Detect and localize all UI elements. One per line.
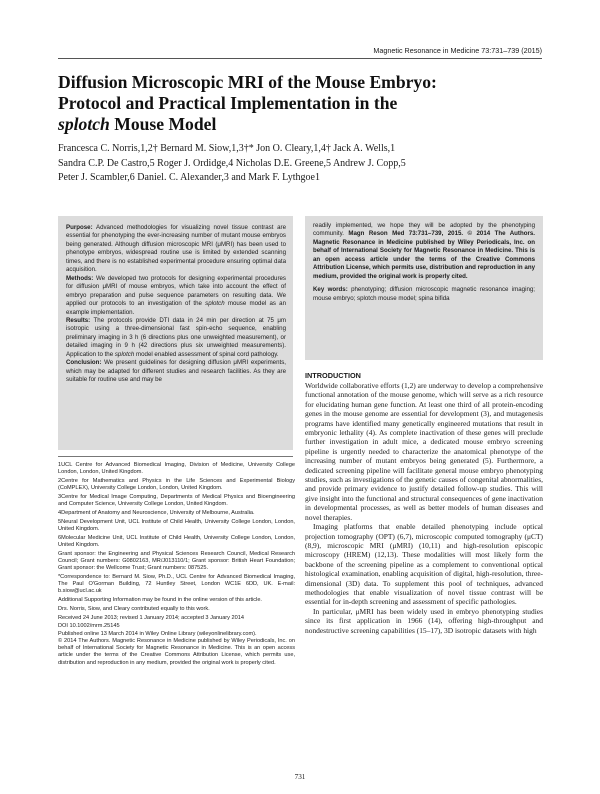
results-text-b: model enabled assessment of spinal cord pathology. <box>134 350 279 358</box>
intro-paragraph-2: Imaging platforms that enable detailed phenotyping include optical projection tomography (OPT) (6,7), microscopic computed tomography (μCT) (8,9), microscopic MRI (μMRI) (10,11) and high-resolution episcopic microscopy (HREM) (12,13). These modalities will most likely form the backbone of the screening pipeline as a complement to conventional optical histological examination, enabling acquisition of digital, high-resolution, three-dimensional (3D) data. To supplement this pool of techniques, advanced methodologies that enable visualization of novel tissue contrast will be essential for in-depth screening and assessment of specific pathologies. <box>305 522 543 607</box>
methods-label: Methods: <box>66 274 94 282</box>
abstract-continued: readily implemented, we hope they will be adopted by the phenotyping community. <box>313 222 535 238</box>
grant-sponsors: Grant sponsor: the Engineering and Physical Sciences Research Council, Medical Research Council; Grant numbers: G0802163, MR/J013110/1; Grant sponsor: British Heart Foundation; Grant sponsor: the Wellcome Trust; Grant numbers: 087525. <box>58 550 295 572</box>
authors-line-1: Francesca C. Norris,1,2† Bernard M. Siow,1,3†* Jon O. Cleary,1,4† Jack A. Wells,1 <box>58 143 396 154</box>
article-title <box>58 72 538 135</box>
methods-italic: splotch <box>205 300 225 308</box>
keywords-label: Key words: <box>313 286 348 294</box>
copyright-notice: © 2014 The Authors. Magnetic Resonance in Medicine published by Wiley Periodicals, Inc. on behalf of International Society for Magnetic Resonance in Medicine. This is an open access article under the terms of the Creative Commons Attribution License, which permits use, distribution and reproduction in any medium, provided the original work is properly cited. <box>58 637 295 666</box>
purpose-text: Advanced methodologies for visualizing novel tissue contrast are essential for phenotyping the ever-increasing number of mutant mouse embryos being generated. Although diffusion microscopic MRI (μMRI) has been used to phenotype embryos, widespread routine use is limited by extended scanning times, and there is no established experimental procedure ensuring optimal data acquisition. <box>66 224 286 274</box>
affiliation-6: 6Molecular Medicine Unit, UCL Institute of Child Health, University College London, London, United Kingdom. <box>58 534 295 548</box>
title-line-1: Diffusion Microscopic MRI of the Mouse Embryo: <box>58 72 437 92</box>
author-list <box>58 142 548 186</box>
affiliation-3: 3Centre for Medical Image Computing, Departments of Medical Physics and Bioengineering and Computer Science, University College London, United Kingdom. <box>58 493 295 508</box>
conclusion-label: Conclusion: <box>66 359 102 367</box>
affiliation-2: 2Centre for Mathematics and Physics in the Life Sciences and Experimental Biology (CoMPLEX), University College London, London, United Kingdom. <box>58 477 295 492</box>
page-number: 731 <box>294 773 306 781</box>
correspondence: *Correspondence to: Bernard M. Siow, Ph.D., UCL Centre for Advanced Biomedical Imaging, The Paul O'Gorman Building, 72 Huntley Street, London WC1E 6DD, UK. E-mail: b.siow@ucl.ac.uk <box>58 573 295 595</box>
intro-paragraph-3: In particular, μMRI has been widely used in embryo phenotyping studies since its first application in 1966 (14), offering high-throughput and nondestructive screening capabilities (15–17), 3D isotropic datasets with high <box>305 606 543 635</box>
introduction-body <box>305 381 543 635</box>
published-online: Published online 13 March 2014 in Wiley Online Library (wileyonlinelibrary.com). <box>58 630 257 637</box>
results-label: Results: <box>66 316 91 324</box>
title-line-3-rest: Mouse Model <box>109 114 217 134</box>
affiliations <box>58 462 295 668</box>
abstract-text <box>66 224 286 385</box>
equal-contribution: Drs. Norris, Siow, and Cleary contributed equally to this work. <box>58 605 210 612</box>
affiliation-4: 4Department of Anatomy and Neuroscience, University of Melbourne, Australia. <box>58 509 255 516</box>
abstract-continued-text <box>313 222 535 303</box>
purpose-label: Purpose: <box>66 224 93 231</box>
journal-header: Magnetic Resonance in Medicine 73:731–739 (2015) <box>373 46 542 55</box>
affiliations-rule <box>58 456 293 457</box>
supporting-info: Additional Supporting Information may be found in the online version of this article. <box>58 597 262 604</box>
results-text-a: The protocols provide DTI data in 24 min per direction at 75 μm isotropic using a three-dimensional fast spin-echo sequence, enabling preliminary imaging in 3 h (6 directions plus one unweighted measurement), or detailed imaging in 9 h (42 directions plus six unweighted measurements). Application to the <box>66 316 286 358</box>
doi: DOI 10.1002/mrm.25145 <box>58 623 120 630</box>
keywords-text: phenotyping; diffusion microscopic magnetic resonance imaging; mouse embryo; splotch mouse model; spina bifida <box>313 286 535 302</box>
title-line-3 <box>58 114 538 135</box>
affiliation-1: 1UCL Centre for Advanced Biomedical Imaging, Division of Medicine, University College London, London, United Kingdom. <box>58 462 295 476</box>
title-italic-splotch: splotch <box>58 114 110 134</box>
title-line-2: Protocol and Practical Implementation in the <box>58 93 398 113</box>
methods-text-b: mouse model as an example implementation. <box>66 300 286 316</box>
affiliation-5: 5Neural Development Unit, UCL Institute of Child Health, University College London, London, United Kingdom. <box>58 518 295 532</box>
received-dates: Received 24 June 2013; revised 1 January 2014; accepted 3 January 2014 <box>58 614 244 621</box>
introduction-heading: INTRODUCTION <box>305 371 361 380</box>
results-italic: splotch <box>114 350 135 358</box>
authors-line-2: Sandra C.P. De Castro,5 Roger J. Ordidge,4 Nicholas D.E. Greene,5 Andrew J. Copp,5 <box>58 157 406 169</box>
citation-text: Magn Reson Med 73:731–739, 2015. © 2014 The Authors. Magnetic Resonance in Medicine published by Wiley Periodicals, Inc. on behalf of International Society for Magnetic Resonance in Medicine. This is an open access article under the terms of the Creative Commons Attribution License, which permits use, distribution and reproduction in any medium, provided the original work is properly cited. <box>313 230 535 280</box>
header-rule <box>58 58 542 59</box>
methods-text-a: We developed two protocols for designing experimental procedures for diffusion μMRI of mouse embryos, which take into account the effect of embryo preparation and pulse sequence parameters on resulting data. We applied our protocols to an investigation of the <box>66 274 286 308</box>
authors-line-3: Peter J. Scambler,6 Daniel. C. Alexander,3 and Mark F. Lythgoe1 <box>58 172 320 183</box>
conclusion-text: We present guidelines for designing diffusion μMRI experiments, which may be adapted for different studies and research facilities. As they are suitable for routine use and may be <box>66 359 286 384</box>
intro-paragraph-1: Worldwide collaborative efforts (1,2) are underway to develop a comprehensive functional annotation of the mouse genome, which will serve as a rich resource for elucidating human gene function. At least one third of all protein-encoding genes in the mouse genome are essential for development (3), and mutagenesis programs have identified many genetically engineered mutations that result in embryonic lethality (4). As complete inactivation of these genes will preclude further investigation in adult mice, a dedicated mouse embryo screening pipeline is urgently needed to characterize the anatomical phenotype of the increasing number of mutant embryos being generated (5). Furthermore, a dedicated screening pipeline will facilitate general mouse embryo phenotyping studies, such as investigations of the genetic causes of congenital abnormalities, and provide primary evidence to justify detailed follow-up studies. This will give insight into the functional and structural consequences of gene inactivation in developmental processes, as well as better models of human diseases and novel therapies. <box>305 381 543 522</box>
